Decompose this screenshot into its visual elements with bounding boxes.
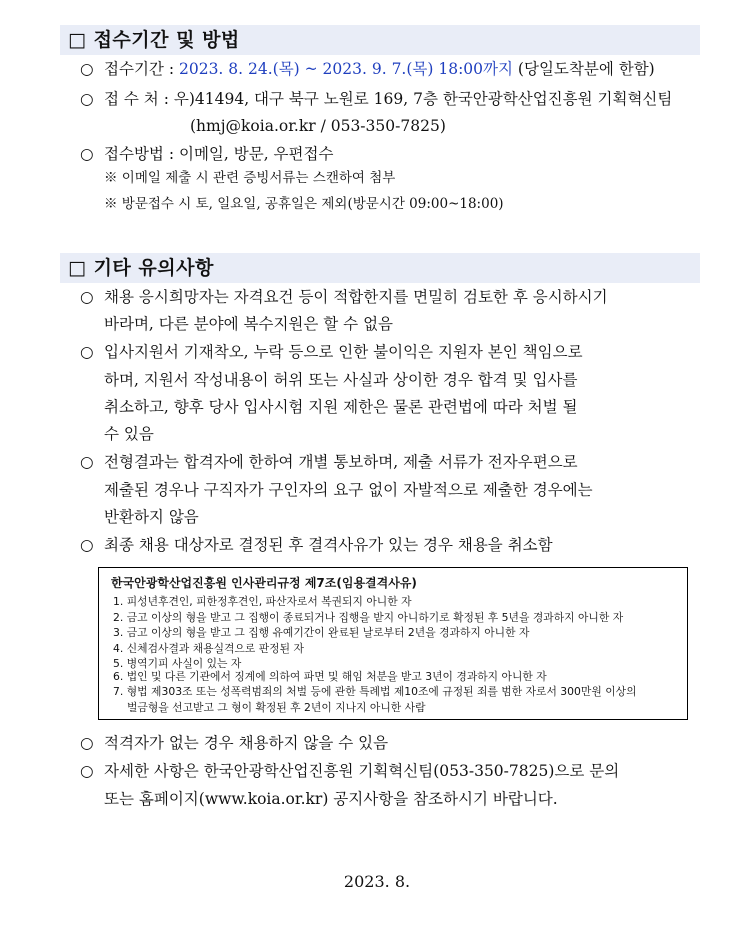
rule-item: 3. 금고 이상의 형을 받고 그 집행 유예기간이 완료된 날로부터 2년을 경과하지 아니한 자: [113, 626, 530, 639]
bullet: ○: [80, 734, 94, 752]
notice-line: 자세한 사항은 한국안광학산업진흥원 기획혁신팀(053-350-7825)으로 문의: [104, 762, 620, 780]
place-row: [104, 89, 672, 109]
notice-line: 전형결과는 합격자에 한하여 개별 통보하며, 제출 서류가 전자우편으로: [104, 453, 578, 471]
rule-box-title: 한국안광학산업진흥원 인사관리규정 제7조(임용결격사유): [111, 576, 417, 590]
bullet: ○: [80, 536, 94, 554]
rule-item: 4. 신체검사결과 채용실격으로 판정된 자: [113, 642, 304, 655]
place-contact: (hmj@koia.or.kr / 053-350-7825): [190, 117, 446, 135]
notice-line: 반환하지 않음: [104, 508, 199, 526]
visit-note: ※ 방문접수 시 토, 일요일, 공휴일은 제외(방문시간 09:00~18:00): [104, 196, 504, 212]
email-note: ※ 이메일 제출 시 관련 증빙서류는 스캔하여 첨부: [104, 170, 396, 186]
period-label: 접수기간 :: [104, 60, 175, 78]
section-header-notes: □ 기타 유의사항: [60, 253, 700, 283]
method-value: 이메일, 방문, 우편접수: [178, 145, 334, 163]
bullet: ○: [80, 60, 94, 78]
notice-line: 적격자가 없는 경우 채용하지 않을 수 있음: [104, 734, 389, 752]
notice-line: 입사지원서 기재착오, 누락 등으로 인한 불이익은 지원자 본인 책임으로: [104, 343, 583, 361]
bullet: ○: [80, 453, 94, 471]
bullet: ○: [80, 762, 94, 780]
notice-line: 하며, 지원서 작성내용이 허위 또는 사실과 상이한 경우 합격 및 입사를: [104, 371, 578, 389]
notice-line: 바라며, 다른 분야에 복수지원은 할 수 없음: [104, 315, 394, 333]
bullet: ○: [80, 145, 94, 163]
method-row: [104, 144, 333, 164]
section-header-application: □ 접수기간 및 방법: [60, 25, 700, 55]
notice-line: 최종 채용 대상자로 결정된 후 결격사유가 있는 경우 채용을 취소함: [104, 536, 553, 554]
place-value: 우)41494, 대구 북구 노원로 169, 7층 한국안광학산업진흥원 기획혁신팀: [173, 90, 673, 108]
rule-item: 6. 법인 및 다른 기관에서 징계에 의하여 파면 및 해임 처분을 받고 3년이 경과하지 아니한 자: [113, 670, 547, 683]
rule-item: 벌금형을 선고받고 그 형이 확정된 후 2년이 지나지 아니한 사람: [127, 701, 426, 714]
notice-line: 취소하고, 향후 당사 입사시험 지원 제한은 물론 관련법에 따라 처벌 될: [104, 398, 578, 416]
bullet: ○: [80, 288, 94, 306]
period-row: [104, 59, 655, 79]
disqualification-rule-box: [98, 567, 688, 720]
rule-item: 5. 병역기피 사실이 있는 자: [113, 657, 242, 670]
footer-date: 2023. 8.: [343, 872, 411, 891]
method-label: 접수방법 :: [104, 145, 175, 163]
rule-item: 1. 피성년후견인, 피한정후견인, 파산자로서 복권되지 아니한 자: [113, 595, 412, 608]
place-label: 접 수 처 :: [104, 90, 169, 108]
notice-line: 채용 응시희망자는 자격요건 등이 적합한지를 면밀히 검토한 후 응시하시기: [104, 288, 608, 306]
bullet: ○: [80, 90, 94, 108]
notice-line: 또는 홈페이지(www.koia.or.kr) 공지사항을 참조하시기 바랍니다.: [104, 790, 558, 808]
rule-item: 2. 금고 이상의 형을 받고 그 집행이 종료되거나 집행을 받지 아니하기로 확정된 후 5년을 경과하지 아니한 자: [113, 611, 624, 624]
rule-item: 7. 형법 제303조 또는 성폭력범죄의 처벌 등에 관한 특례법 제10조에 규정된 죄를 범한 자로서 300만원 이상의: [113, 685, 637, 698]
notice-line: 제출된 경우나 구직자가 구인자의 요구 없이 자발적으로 제출한 경우에는: [104, 481, 593, 499]
period-value: 2023. 8. 24.(목) ~ 2023. 9. 7.(목) 18:00까지: [178, 60, 513, 78]
period-note: (당일도착분에 한함): [517, 60, 655, 78]
bullet: ○: [80, 343, 94, 361]
notice-line: 수 있음: [104, 425, 154, 443]
